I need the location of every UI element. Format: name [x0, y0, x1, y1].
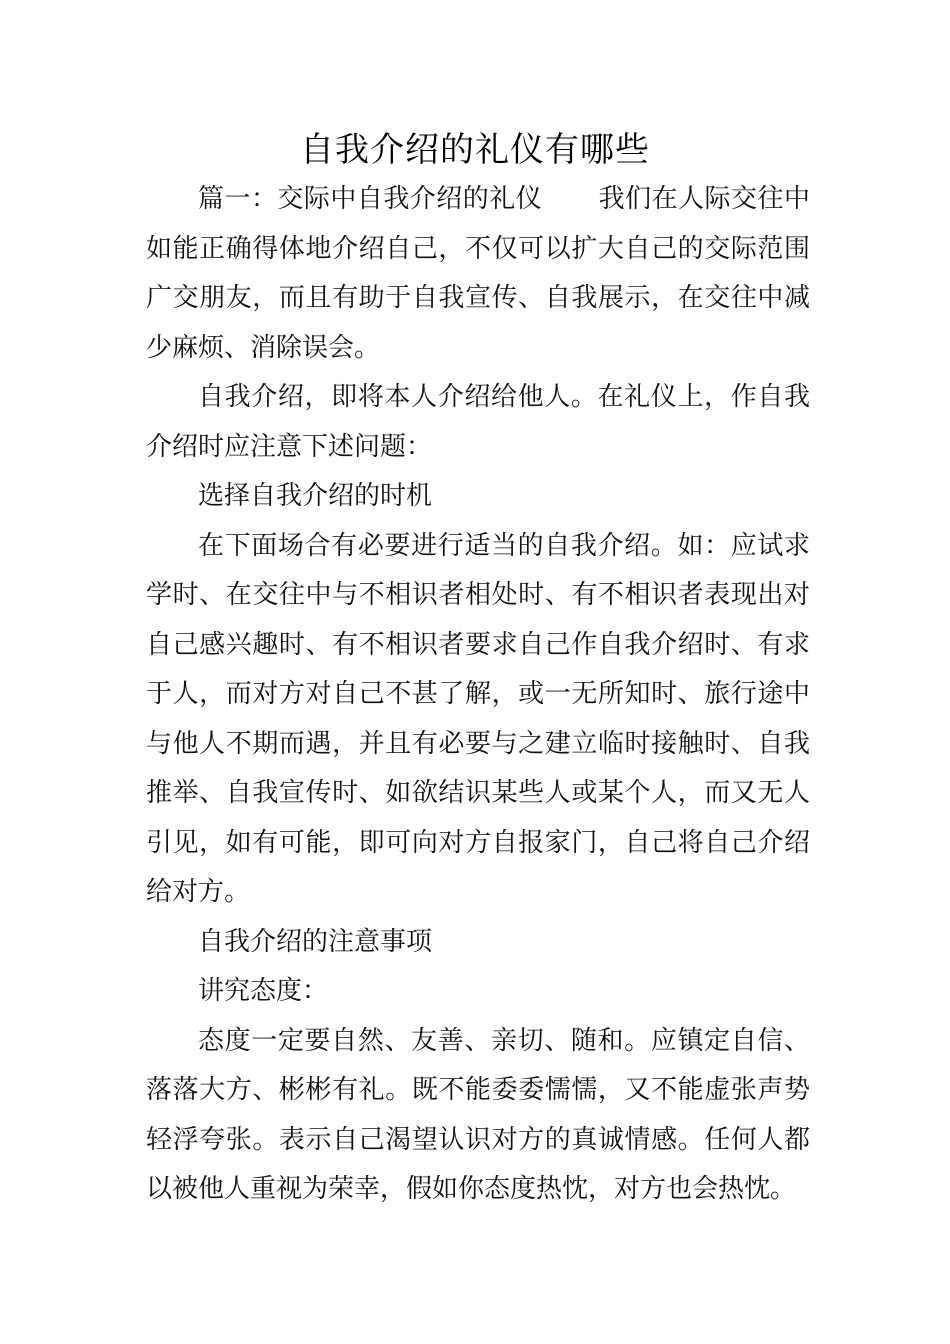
paragraph-1-body: 我们在人际交往中如能正确得体地介绍自己，不仅可以扩大自己的交际范围广交朋友，而且有助于自我宣传、自我展示，在交往中减少麻烦、消除误会。 — [146, 184, 810, 363]
section-heading-notes: 自我介绍的注意事项 — [198, 926, 433, 957]
paragraph-1 — [146, 175, 810, 373]
paragraph-1-lead: 篇一：交际中自我介绍的礼仪 — [198, 184, 543, 214]
document-title: 自我介绍的礼仪有哪些 — [300, 130, 650, 170]
document-body — [146, 175, 810, 1215]
paragraph-4: 态度一定要自然、友善、亲切、随和。应镇定自信、落落大方、彬彬有礼。既不能委委懦懦，又不能虚张声势轻浮夸张。表示自己渴望认识对方的真诚情感。任何人都以被他人重视为荣幸，假如你态度热忱，对方也会热忱。 — [146, 1025, 810, 1204]
section-heading-timing: 选择自我介绍的时机 — [198, 481, 433, 511]
paragraph-3: 在下面场合有必要进行适当的自我介绍。如：应试求学时、在交往中与不相识者相处时、有不相识者表现出对自己感兴趣时、有不相识者要求自己作自我介绍时、有求于人，而对方对自己不甚了解，或一无所知时、旅行途中与他人不期而遇，并且有必要与之建立临时接触时、自我推举、自我宣传时、如欲结识某些人或某个人，而又无人引见，如有可能，即可向对方自报家门，自己将自己介绍给对方。 — [146, 530, 810, 907]
paragraph-2: 自我介绍，即将本人介绍给他人。在礼仪上，作自我介绍时应注意下述问题： — [146, 382, 810, 462]
subheading-attitude: 讲究态度： — [198, 976, 329, 1006]
